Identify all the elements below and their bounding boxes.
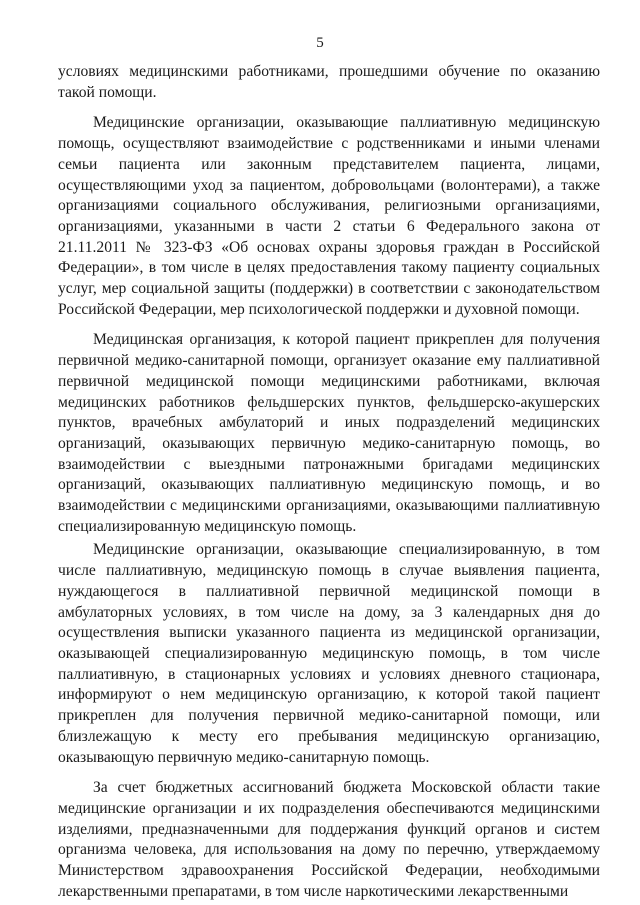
paragraph-primary-care: Медицинская организация, к которой пациент прикреплен для получения первичной медико-санитарной помощи, организует оказание ему паллиативной первичной медицинской помощи медицинскими работниками, включая медицинских работников фельдшерских пунктов, фельдшерско-акушерских пунктов, врачебных амбулаторий и иных подразделений медицинских организаций, оказывающих первичную медико-санитарную помощь, во взаимодействии с выездными патронажными бригадами медицинских организаций, оказывающих паллиативную медицинскую помощь, и во взаимодействии с медицинскими организациями, оказывающими паллиативную специализированную медицинскую помощь. bbox=[58, 331, 600, 535]
page-number: 5 bbox=[316, 35, 324, 51]
paragraph-interaction: Медицинские организации, оказывающие паллиативную медицинскую помощь, осуществляют взаимодействие с родственниками и иными членами семьи пациента или законным представителем пациента, лицами, осуществляющими уход за пациентом, добровольцами (волонтерами), а также организациями социального обслуживания, религиозными организациями, организациями, указанными в части 2 статьи 6 Федерального закона от 21.11.2011 № 323-ФЗ «Об основах охраны здоровья граждан в Российской Федерации», в том числе в целях предоставления такому пациенту социальных услуг, мер социальной защиты (поддержки) в соответствии с законодательством Российской Федерации, мер психологической поддержки и духовной помощи. bbox=[58, 114, 600, 318]
paragraph-continuation: условиях медицинскими работниками, прошедшими обучение по оказанию такой помощи. bbox=[58, 63, 600, 101]
document-body bbox=[58, 62, 600, 902]
paragraph-budget: За счет бюджетных ассигнований бюджета Московской области такие медицинские организации и их подразделения обеспечиваются медицинскими изделиями, предназначенными для поддержания функций органов и систем организма человека, для использования на дому по перечню, утверждаемому Министерством здравоохранения Российской Федерации, необходимыми лекарственными препаратами, в том числе наркотическими лекарственными bbox=[58, 779, 600, 900]
paragraph-specialized-care: Медицинские организации, оказывающие специализированную, в том числе паллиативную, медицинскую помощь в случае выявления пациента, нуждающегося в паллиативной первичной медицинской помощи в амбулаторных условиях, в том числе на дому, за 3 календарных дня до осуществления выписки указанного пациента из медицинской организации, оказывающей специализированную медицинскую помощь, в том числе паллиативную, в стационарных условиях и условиях дневного стационара, информируют о нем медицинскую организацию, к которой такой пациент прикреплен для получения первичной медико-санитарной помощи, или близлежащую к месту его пребывания медицинскую организацию, оказывающую первичную медико-санитарную помощь. bbox=[58, 541, 600, 766]
